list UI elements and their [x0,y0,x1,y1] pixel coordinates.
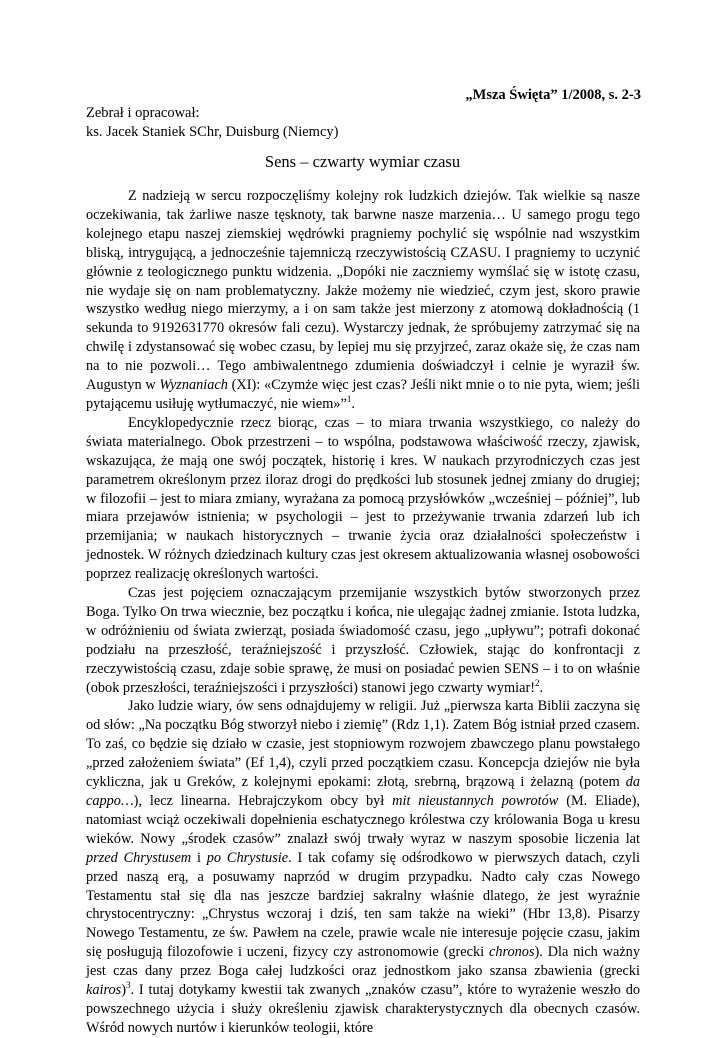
italic-text: Wyznaniach [159,377,228,394]
italic-text: da cappo… [86,774,640,809]
italic-text: po Chrystusie [206,849,289,866]
footnote-ref: 3 [125,980,131,991]
text-run: ). Dla nich ważny jest czas dany przez Boga całej ludzkości oraz jednostkom jako szansa zbawienia (grecki [86,944,640,980]
paragraph [86,187,640,414]
text-run: . [539,679,544,696]
text-run: . I tak cofamy się odśrodkowo w pierwszych datach, czyli przed naszą erą, a posuwamy naprzód w drugim przypadku. Nadto cały czas Nowego Testamentu stał się dla nas jeszcze bardziej sakralny właśnie dlatego, że jest wyraźnie chrystocentryczny: „Chrystus wczoraj i dziś, ten sam także na wieki” (Hbr 13,8). Pisarzy Nowego Testamentu, ze św. Pawłem na czele, prawie wcale nie interesuje pojęcie czasu, jakim się posługują filozofowie i uczeni, fizycy czy astronomowie (grecki [86,849,640,961]
text-run: Jako ludzie wiary, ów sens odnajdujemy w religii. Już „pierwsza karta Biblii zaczyna się od słów: „Na początku Bóg stworzył niebo i ziemię” (Rdz 1,1). Zatem Bóg istniał przed czasem. To zaś, co będzie się działo w czasie, jest stopniowym rozwojem zbawczego planu powstałego „przed założeniem świata” (Ef 1,4), czyli przed początkiem czasu. Koncepcja dziejów nie była cykliczna, jak u Greków, z kolejnymi epokami: złotą, srebrną, brązową i żelazną (potem [86,698,640,791]
text-run: ) [121,982,126,999]
italic-text: przed Chrystusem [86,849,192,866]
source-citation: „Msza Święta” 1/2008, s. 2-3 [465,87,641,103]
italic-text: chronos [488,944,535,961]
paragraph [86,414,640,584]
text-run: . [351,395,355,412]
text-run: (M. Eliade), natomiast wciąż oczekiwali dopełnienia eschatycznego królestwa czy królowania Boga u kresu wieków. Nowy „środek czasów” znalazł swój trwały wyraz w naszym sposobie liczenia lat [86,793,640,847]
text-run: i [191,849,207,866]
footnote-ref: 2 [535,677,540,688]
footnote-ref: 1 [346,394,352,405]
paragraph [86,697,640,1037]
text-run: ), lecz linearna. Hebrajczykom obcy był [133,793,393,809]
author-line: ks. Jacek Staniek SChr, Duisburg (Niemcy) [86,124,339,140]
article-body [86,187,640,1038]
document-title: Sens – czwarty wymiar czasu [264,152,461,171]
text-run: (XI): «Czymże więc jest czas? Jeśli nikt mnie o to nie pyta, wiem; jeśli pytającemu usiłuję wytłumaczyć, nie wiem»” [86,377,640,412]
italic-text: mit nieustannych powrotów [392,793,559,809]
text-run: Encyklopedycznie rzecz biorąc, czas – to miara trwania wszystkiego, co należy do świata materialnego. Obok przestrzeni – to wspólna, podstawowa właściwość rzeczy, zjawisk, wskazująca, że mają one swój początek, historię i kres. W naukach przyrodniczych czas jest parametrem określonym przez iloraz drogi do prędkości lub stosunek jednej zmiany do drugiej; w filozofii – jest to miara zmiany, wyrażana za pomocą przysłówków „wcześniej – później”, lub miara przejawów istnienia; w psychologii – jest to przeżywanie trwania zdarzeń lub ich przemijania; w naukach historycznych – trwanie życia oraz działalności społeczeństw i jednostek. W różnych dziedzinach kultury czas jest okresem aktualizowania własnej osobowości poprzez realizację określonych wartości. [86,414,640,583]
paragraph [86,584,640,697]
text-run: . I tutaj dotykamy kwestii tak zwanych „znaków czasu”, które to wyrażenie weszło do powszechnego użycia i służy określeniu zjawisk charakterystycznych dla obecnych czasów. Wśród nowych nurtów i kierunków teologii, które [86,982,640,1036]
compiled-by-label: Zebrał i opracował: [86,105,200,121]
text-run: Czas jest pojęciem oznaczającym przemijanie wszystkich bytów stworzonych przez Boga. Tylko On trwa wiecznie, bez początku i końca, nie ulegając żadnej zmianie. Istota ludzka, w odróżnieniu od świata zwierząt, posiada świadomość czasu, jego „upływu”; potrafi dokonać podziału na przeszłość, teraźniejszość i przyszłość. Człowiek, stając do konfrontacji z rzeczywistością czasu, zdaje sobie sprawę, że musi on posiadać pewien SENS – i to on właśnie (obok przeszłości, teraźniejszości i przyszłości) stanowi jego czwarty wymiar! [86,585,640,696]
compiler-block [86,104,338,142]
text-run: Z nadzieją w sercu rozpoczęliśmy kolejny rok ludzkich dziejów. Tak wielkie są nasze oczekiwania, tak żarliwe nasze tęsknoty, tak barwne nasze marzenia… U samego progu tego kolejnego etapu naszej ziemskiej wędrówki pragniemy pochylić się wspólnie nad wszystkim bliską, intrygującą, a jednocześnie tajemniczą rzeczywistością CZASU. I pragniemy to uczynić głównie z teologicznego punktu widzenia. „Dopóki nie zaczniemy wymślać się w istotę czasu, nie wydaje się on nam problematyczny. Jakże możemy nie wiedzieć, czym jest, skoro prawie wszystko według niego mierzymy, a i on sam także jest mierzony z atomową dokładnością (1 sekunda to 9192631770 okresów fali cezu). Wystarczy jednak, że spróbujemy zatrzymać się na chwilę i zdystansować się wobec czasu, by lepiej mu się przyjrzeć, zaraz okaże się, że czas nam na to nie pozwoli… Tego ambiwalentnego zdumienia doświadczył i celnie je wyraził św. Augustyn w [86,188,640,394]
italic-text: kairos [86,982,122,999]
